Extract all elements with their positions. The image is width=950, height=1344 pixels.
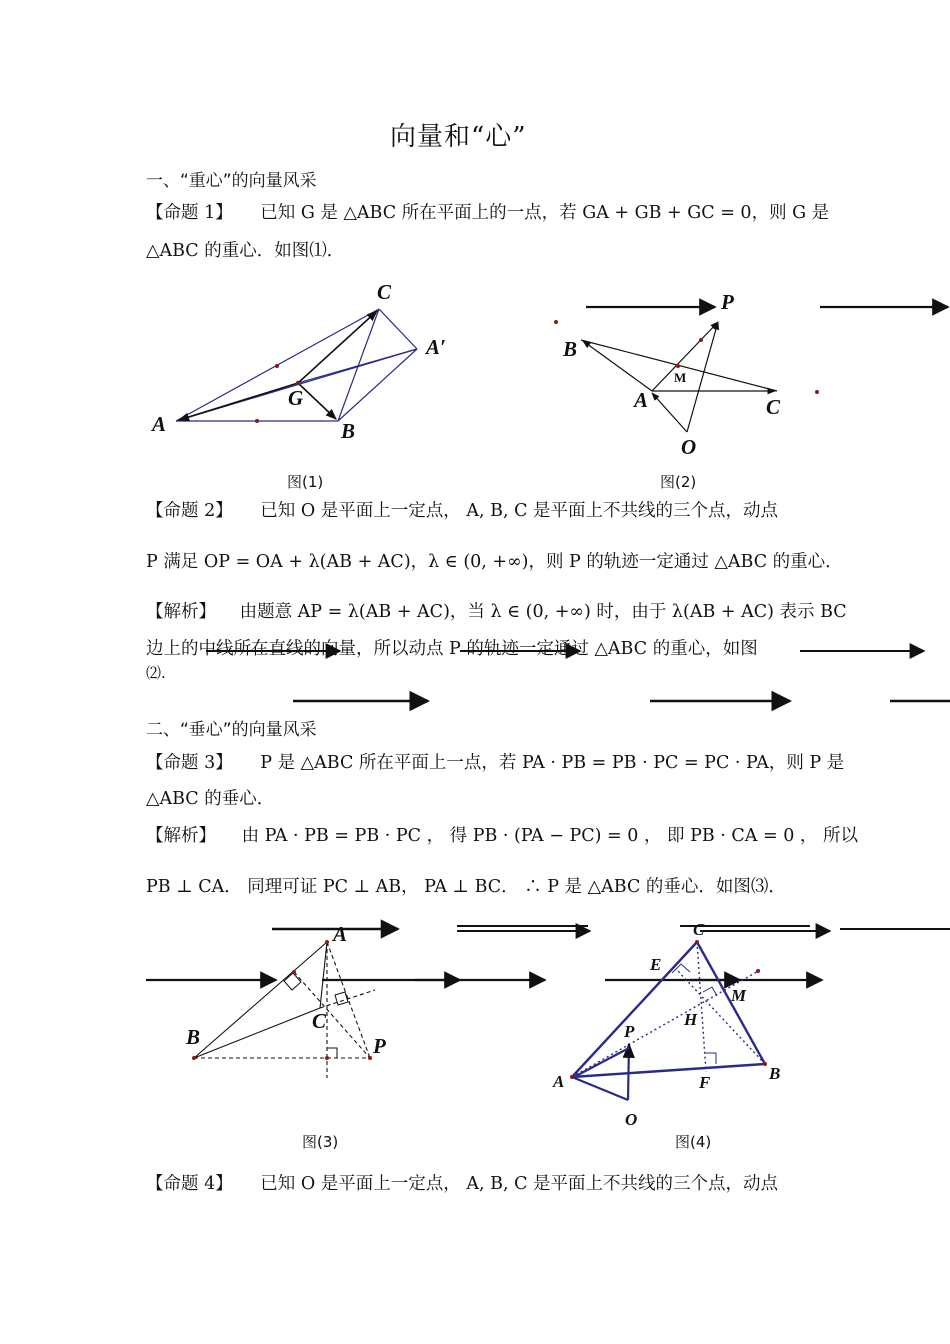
fig4-label-B: B bbox=[769, 1064, 781, 1083]
proposition-3-text: P 是 △ABC 所在平面上一点，若 PA · PB = PB · PC = PC · PA，则 P 是 bbox=[260, 753, 845, 773]
fig2-label-C: C bbox=[766, 395, 781, 419]
fig4-label-C: C bbox=[693, 920, 705, 939]
proposition-2-line-2: P 满足 OP = OA + λ(AB + AC)，λ ∈ (0, +∞)，则 P 的轨迹一定通过 △ABC 的重心． bbox=[146, 552, 843, 572]
fig2-label-O: O bbox=[681, 435, 697, 459]
proposition-1-text: 已知 G 是 △ABC 所在平面上的一点，若 GA + GB + GC = 0，则 G 是 bbox=[260, 203, 830, 223]
fig4-label-M: M bbox=[731, 986, 747, 1005]
proposition-2-text: 已知 O 是平面上一定点， A, B, C 是平面上不共线的三个点，动点 bbox=[260, 501, 779, 521]
proposition-1-tag: 【命题 1】 bbox=[146, 203, 233, 223]
figure-1-caption: 图(1) bbox=[287, 473, 324, 491]
solution-3-text: 由 PA · PB = PB · PC ， 得 PB · (PA − PC) = 0 ， 即 PB · CA = 0 ， 所以 bbox=[241, 826, 858, 846]
proposition-2-line-1 bbox=[146, 503, 778, 521]
fig4-label-E: E bbox=[650, 955, 662, 974]
fig4-label-F: F bbox=[699, 1073, 711, 1092]
proposition-3-line-2: △ABC 的垂心． bbox=[146, 789, 275, 809]
fig4-label-P: P bbox=[624, 1022, 635, 1041]
figure-3-caption: 图(3) bbox=[302, 1133, 339, 1151]
fig4-label-A: A bbox=[553, 1072, 565, 1091]
proposition-4-line-1 bbox=[146, 1176, 778, 1194]
figure-4-caption: 图(4) bbox=[675, 1133, 712, 1151]
solution-2-line-1 bbox=[146, 604, 847, 622]
fig3-label-C: C bbox=[312, 1009, 327, 1033]
fig1-label-A: A bbox=[152, 412, 167, 436]
page-title: 向量和“心” bbox=[390, 122, 527, 152]
fig1-label-B: B bbox=[341, 419, 356, 443]
fig3-label-B: B bbox=[186, 1025, 201, 1049]
fig3-label-P: P bbox=[373, 1034, 386, 1058]
overlay-arrows bbox=[146, 651, 950, 980]
solution-3-tag: 【解析】 bbox=[146, 826, 216, 846]
figure-1 bbox=[150, 280, 446, 443]
fig1-label-C: C bbox=[377, 280, 392, 304]
solution-2-text: 由题意 AP = λ(AB + AC)，当 λ ∈ (0, +∞) 时，由于 λ(AB + AC) 表示 BC bbox=[239, 602, 847, 622]
solution-2-line-3: ⑵. bbox=[146, 664, 166, 682]
fig2-label-A: A bbox=[634, 388, 649, 412]
section-heading-centroid: 一、“重心”的向量风采 bbox=[146, 171, 317, 191]
solution-3-line-2: PB ⊥ CA． 同理可证 PC ⊥ AB， PA ⊥ BC． ∴ P 是 △ABC 的垂心．如图⑶． bbox=[146, 877, 786, 897]
proposition-4-tag: 【命题 4】 bbox=[146, 1174, 233, 1194]
figure-2-caption: 图(2) bbox=[660, 473, 697, 491]
fig3-label-A: A bbox=[333, 922, 348, 946]
solution-2-tag: 【解析】 bbox=[146, 602, 216, 622]
fig2-label-P: P bbox=[721, 290, 734, 314]
proposition-3-line-1 bbox=[146, 755, 844, 773]
section-heading-orthocenter: 二、“垂心”的向量风采 bbox=[146, 720, 317, 740]
figure-3 bbox=[185, 922, 386, 1078]
proposition-2-tag: 【命题 2】 bbox=[146, 501, 233, 521]
fig1-label-A-prime: A′ bbox=[426, 335, 446, 359]
figure-2 bbox=[554, 290, 948, 459]
figure-4 bbox=[552, 920, 780, 1129]
fig2-label-B: B bbox=[563, 337, 578, 361]
fig4-label-O: O bbox=[625, 1110, 638, 1129]
proposition-1-line-2: △ABC 的重心．如图⑴． bbox=[146, 241, 345, 261]
proposition-4-text: 已知 O 是平面上一定点， A, B, C 是平面上不共线的三个点，动点 bbox=[260, 1174, 779, 1194]
proposition-3-tag: 【命题 3】 bbox=[146, 753, 233, 773]
fig1-label-G: G bbox=[288, 386, 304, 410]
solution-2-line-2: 边上的中线所在直线的向量，所以动点 P 的轨迹一定通过 △ABC 的重心，如图 bbox=[146, 639, 758, 659]
solution-3-line-1 bbox=[146, 828, 858, 846]
fig2-label-M: M bbox=[674, 370, 687, 385]
fig4-label-H: H bbox=[684, 1010, 698, 1029]
